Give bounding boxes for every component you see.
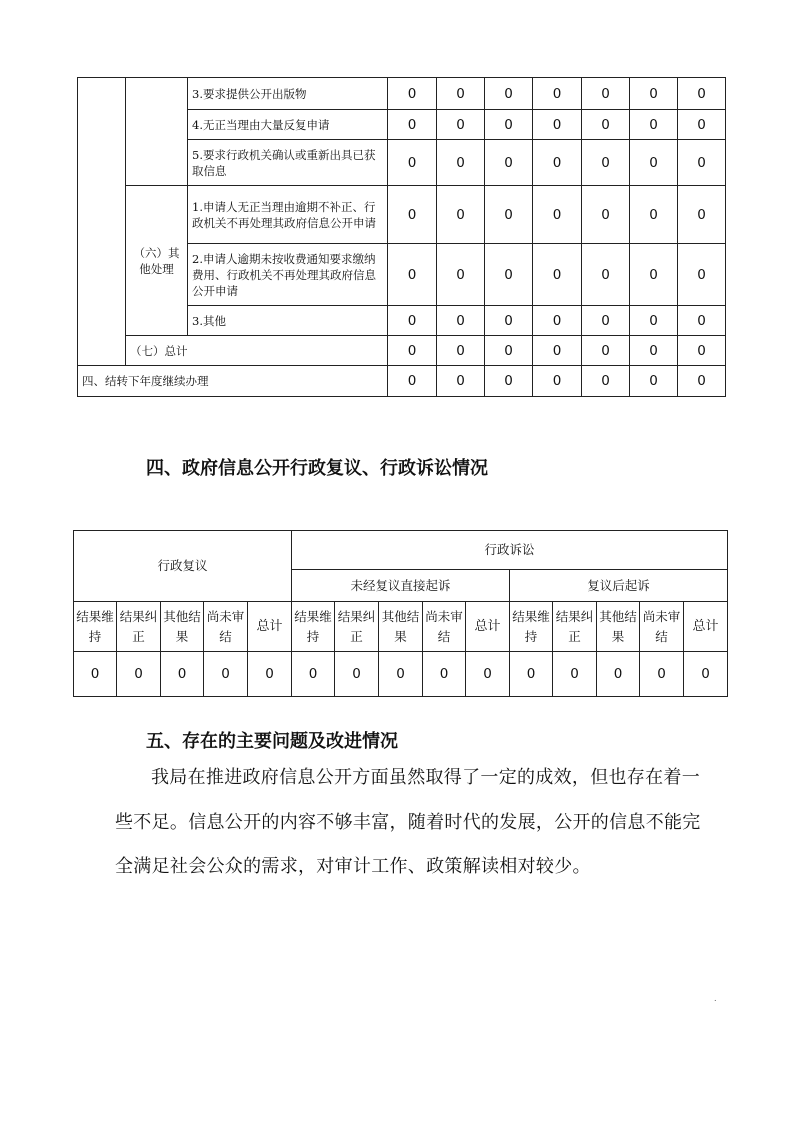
column-label: 尚未审结 <box>640 602 684 652</box>
value-cell: 0 <box>582 244 630 306</box>
page-mark: . <box>714 994 717 1003</box>
row-label: 2.申请人逾期未按收费通知要求缴纳费用、行政机关不再处理其政府信息公开申请 <box>188 244 388 306</box>
value-cell: 0 <box>630 366 678 397</box>
value-cell: 0 <box>582 78 630 110</box>
value-cell: 0 <box>388 306 437 336</box>
column-label: 结果维持 <box>292 602 335 652</box>
value-cell: 0 <box>533 186 582 244</box>
value-cell: 0 <box>582 186 630 244</box>
value-cell: 0 <box>533 140 582 186</box>
value-cell: 0 <box>388 186 437 244</box>
table-row <box>78 78 726 110</box>
column-label: 结果纠正 <box>117 602 161 652</box>
value-cell: 0 <box>437 110 485 140</box>
value-cell: 0 <box>437 306 485 336</box>
column-label: 其他结果 <box>379 602 423 652</box>
value-cell: 0 <box>678 366 726 397</box>
subgroup-cell <box>126 78 188 186</box>
row-label: 3.其他 <box>188 306 388 336</box>
value-cell: 0 <box>630 78 678 110</box>
category-other-handling: （六）其他处理 <box>126 186 188 336</box>
value-cell: 0 <box>678 244 726 306</box>
value-cell: 0 <box>678 78 726 110</box>
value-cell: 0 <box>292 652 335 697</box>
column-label: 总计 <box>684 602 728 652</box>
review-header: 行政复议 <box>74 531 292 602</box>
table-row <box>78 366 726 397</box>
column-label: 结果纠正 <box>335 602 379 652</box>
value-cell: 0 <box>379 652 423 697</box>
direct-suit-header: 未经复议直接起诉 <box>292 570 510 602</box>
column-label: 结果维持 <box>74 602 117 652</box>
row-label: 4.无正当理由大量反复申请 <box>188 110 388 140</box>
value-cell: 0 <box>485 336 533 366</box>
value-cell: 0 <box>437 186 485 244</box>
value-cell: 0 <box>630 140 678 186</box>
value-cell: 0 <box>161 652 204 697</box>
value-cell: 0 <box>640 652 684 697</box>
column-label: 其他结果 <box>161 602 204 652</box>
row-label: 四、结转下年度继续办理 <box>78 366 388 397</box>
value-cell: 0 <box>437 336 485 366</box>
value-cell: 0 <box>74 652 117 697</box>
value-cell: 0 <box>630 306 678 336</box>
column-label: 结果纠正 <box>553 602 597 652</box>
value-cell: 0 <box>582 110 630 140</box>
section-5-heading: 五、存在的主要问题及改进情况 <box>146 731 398 752</box>
section-5-paragraph: 我局在推进政府信息公开方面虽然取得了一定的成效，但也存在着一些不足。信息公开的内容不够丰富，随着时代的发展，公开的信息不能完全满足社会公众的需求，对审计工作、政策解读相对较少。 <box>115 767 701 877</box>
table-row <box>78 186 726 244</box>
value-cell: 0 <box>204 652 248 697</box>
column-label: 尚未审结 <box>423 602 466 652</box>
value-cell: 0 <box>678 110 726 140</box>
value-cell: 0 <box>597 652 640 697</box>
value-cell: 0 <box>466 652 510 697</box>
value-cell: 0 <box>630 186 678 244</box>
value-cell: 0 <box>510 652 553 697</box>
value-cell: 0 <box>678 186 726 244</box>
value-cell: 0 <box>485 366 533 397</box>
value-cell: 0 <box>678 140 726 186</box>
section-4-heading: 四、政府信息公开行政复议、行政诉讼情况 <box>146 458 488 479</box>
column-label: 尚未审结 <box>204 602 248 652</box>
value-cell: 0 <box>423 652 466 697</box>
row-label: 1.申请人无正当理由逾期不补正、行政机关不再处理其政府信息公开申请 <box>188 186 388 244</box>
value-cell: 0 <box>582 366 630 397</box>
review-litigation-table <box>73 530 728 697</box>
litigation-header: 行政诉讼 <box>292 531 728 570</box>
value-cell: 0 <box>678 336 726 366</box>
column-label: 结果维持 <box>510 602 553 652</box>
value-cell: 0 <box>437 78 485 110</box>
value-cell: 0 <box>533 110 582 140</box>
value-cell: 0 <box>485 78 533 110</box>
column-label: 其他结果 <box>597 602 640 652</box>
column-label: 总计 <box>248 602 292 652</box>
value-cell: 0 <box>485 110 533 140</box>
value-cell: 0 <box>533 306 582 336</box>
value-cell: 0 <box>388 336 437 366</box>
value-cell: 0 <box>388 366 437 397</box>
after-review-header: 复议后起诉 <box>510 570 728 602</box>
row-label: 5.要求行政机关确认或重新出具已获取信息 <box>188 140 388 186</box>
value-cell: 0 <box>388 110 437 140</box>
value-cell: 0 <box>533 78 582 110</box>
value-cell: 0 <box>248 652 292 697</box>
value-cell: 0 <box>437 244 485 306</box>
value-cell: 0 <box>485 306 533 336</box>
value-cell: 0 <box>684 652 728 697</box>
value-cell: 0 <box>582 336 630 366</box>
value-cell: 0 <box>582 306 630 336</box>
value-cell: 0 <box>553 652 597 697</box>
value-cell: 0 <box>388 140 437 186</box>
row-label: （七）总计 <box>126 336 388 366</box>
value-cell: 0 <box>630 336 678 366</box>
application-statistics-table <box>77 77 726 397</box>
value-cell: 0 <box>485 186 533 244</box>
value-cell: 0 <box>335 652 379 697</box>
value-cell: 0 <box>437 366 485 397</box>
value-cell: 0 <box>678 306 726 336</box>
table-row <box>78 336 726 366</box>
value-cell: 0 <box>533 366 582 397</box>
value-cell: 0 <box>388 78 437 110</box>
value-cell: 0 <box>117 652 161 697</box>
value-cell: 0 <box>630 244 678 306</box>
value-cell: 0 <box>630 110 678 140</box>
group-column <box>78 78 126 366</box>
value-cell: 0 <box>388 244 437 306</box>
value-cell: 0 <box>485 244 533 306</box>
value-cell: 0 <box>582 140 630 186</box>
column-label: 总计 <box>466 602 510 652</box>
value-cell: 0 <box>437 140 485 186</box>
row-label: 3.要求提供公开出版物 <box>188 78 388 110</box>
value-cell: 0 <box>533 244 582 306</box>
value-cell: 0 <box>485 140 533 186</box>
value-cell: 0 <box>533 336 582 366</box>
